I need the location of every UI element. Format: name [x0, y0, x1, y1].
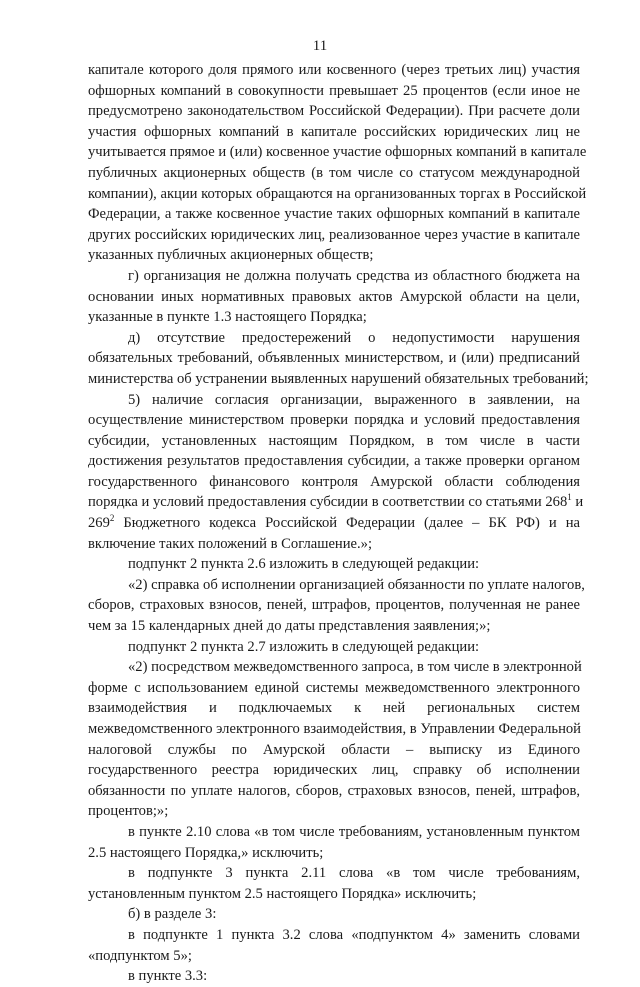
text-line-content: достижения результатов предоставления субсидии, а также проверки органом: [88, 453, 580, 470]
text-line: [88, 843, 580, 864]
text-line: [88, 266, 580, 287]
text-line: [88, 410, 580, 431]
text-line: [88, 678, 580, 699]
text-line-content: «2) посредством межведомственного запроса, в том числе в электронной: [128, 659, 582, 676]
text-line-tail: и: [571, 494, 584, 511]
text-line-content: других российских юридических лиц, реализованное через участие в капитале: [88, 226, 580, 243]
text-line: [88, 637, 580, 658]
text-line: [88, 801, 580, 822]
text-line-content: субсидии, установленных настоящим Порядком, в том числе в части: [88, 432, 580, 449]
text-line-content: г) организация не должна получать средства из областного бюджета на: [128, 267, 580, 284]
text-line: [88, 287, 580, 308]
text-line-content: процентов;»;: [88, 803, 169, 820]
text-line: [88, 492, 584, 513]
text-line-content: государственного финансового контроля Амурской области соблюдения: [88, 473, 580, 490]
text-line: [88, 451, 580, 472]
text-line: [88, 472, 580, 493]
text-line-content: обязательных требований, объявленных министерством, и (или) предписаний: [88, 350, 580, 367]
text-line: [88, 657, 580, 678]
text-line-content: установленным пунктом 2.5 настоящего Порядка» исключить;: [88, 885, 477, 902]
text-line: [88, 781, 580, 802]
superscript: 2: [109, 513, 115, 524]
text-line-content: предусмотрено законодательством Российской Федерации). При расчете доли: [88, 103, 580, 120]
text-line: [88, 760, 580, 781]
page-number: 11: [312, 38, 328, 54]
text-line-content: налоговой службы по Амурской области – выписку из Единого: [88, 741, 580, 758]
text-line-content: чем за 15 календарных дней до даты представления заявления;»;: [88, 618, 491, 635]
text-line: [88, 204, 580, 225]
text-line-content: порядка и условий предоставления субсидии в соответствии со статьями 268: [88, 494, 568, 511]
text-line-content: указанные в пункте 1.3 настоящего Порядка;: [88, 309, 367, 326]
text-line-content: 5) наличие согласия организации, выраженного в заявлении, на: [128, 391, 580, 408]
text-line-content: «подпунктом 5»;: [88, 947, 192, 964]
text-line: [88, 719, 580, 740]
text-line-content: подпункт 2 пункта 2.7 изложить в следующей редакции:: [128, 638, 480, 655]
text-line: [88, 101, 580, 122]
text-line-content: в пункте 3.3:: [128, 968, 208, 985]
text-line: [88, 348, 580, 369]
text-line: [88, 513, 580, 534]
text-line: [88, 122, 580, 143]
text-line-content: включение таких положений в Соглашение.»;: [88, 535, 373, 552]
text-line: [88, 904, 580, 925]
text-line: [88, 884, 580, 905]
text-line: [88, 390, 580, 411]
text-line: [88, 60, 580, 81]
text-line-content: подпункт 2 пункта 2.6 изложить в следующей редакции:: [128, 556, 480, 573]
text-line-content: в пункте 2.10 слова «в том числе требованиям, установленным пунктом: [128, 823, 580, 840]
document-body: [88, 60, 589, 987]
text-line-content: офшорных компаний в совокупности превышает 25 процентов (если иное не: [88, 82, 580, 99]
text-line: [88, 307, 580, 328]
text-line: [88, 245, 580, 266]
text-line-content: в подпункте 3 пункта 2.11 слова «в том числе требованиям,: [128, 865, 580, 882]
text-line-content: взаимодействия и подключаемых к ней региональных систем: [88, 700, 580, 717]
text-line: [88, 822, 580, 843]
text-line: [88, 966, 580, 987]
text-line: [88, 925, 580, 946]
text-line: [88, 575, 585, 596]
text-line-content: Федерации, а также косвенное участие таких офшорных компаний в капитале: [88, 206, 580, 223]
text-line: [88, 534, 580, 555]
text-line-content: обязанности по уплате налогов, сборов, страховых взносов, пеней, штрафов,: [88, 782, 580, 799]
text-line-content: капитале которого доля прямого или косвенного (через третьих лиц) участия: [88, 62, 580, 78]
text-line: [88, 431, 580, 452]
text-line-content: осуществление министерством проверки порядка и условий предоставления: [88, 412, 580, 429]
text-line: [88, 740, 580, 761]
text-line: [88, 225, 580, 246]
text-line: [88, 698, 580, 719]
text-line-content: в подпункте 1 пункта 3.2 слова «подпунктом 4» заменить словами: [128, 926, 580, 943]
text-line-content: межведомственного электронного взаимодействия, в Управлении Федеральной: [88, 721, 581, 737]
text-line: [88, 554, 580, 575]
text-line-content: учитывается прямое и (или) косвенное участие офшорных компаний в капитале: [88, 144, 587, 161]
text-line: [88, 81, 580, 102]
text-line-content: компании), акции которых обращаются на организованных торгах в Российской: [88, 185, 587, 202]
text-line-content: указанных публичных акционерных обществ;: [88, 247, 374, 264]
text-line-tail: Бюджетного кодекса Российской Федерации (далее – БК РФ) и на: [114, 515, 580, 532]
text-line: [88, 595, 580, 616]
text-line-content: государственного реестра юридических лиц, справку об исполнении: [88, 762, 580, 779]
text-line: [88, 184, 587, 205]
text-line-content: б) в разделе 3:: [128, 906, 217, 923]
text-line: [88, 142, 587, 163]
text-line-content: «2) справка об исполнении организацией обязанности по уплате налогов,: [128, 576, 585, 593]
text-line: [88, 328, 580, 349]
text-line-content: публичных акционерных обществ (в том числе со статусом международной: [88, 164, 580, 181]
superscript: 1: [567, 492, 572, 503]
text-line-content: министерства об устранении выявленных нарушений обязательных требований;: [88, 370, 589, 387]
text-line: [88, 863, 580, 884]
text-line: [88, 616, 580, 637]
text-line-content: основании иных нормативных правовых актов Амурской области на цели,: [88, 288, 580, 305]
text-line-content: 269: [88, 515, 110, 532]
text-line: [88, 946, 580, 967]
text-line: [88, 369, 589, 390]
text-line-content: д) отсутствие предостережений о недопустимости нарушения: [128, 329, 580, 346]
text-line-content: сборов, страховых взносов, пеней, штрафов, процентов, полученная не ранее: [88, 597, 580, 614]
text-line-content: 2.5 настоящего Порядка,» исключить;: [88, 844, 324, 861]
text-line: [88, 163, 580, 184]
text-line-content: форме с использованием единой системы межведомственного электронного: [88, 679, 580, 696]
text-line-content: участия офшорных компаний в капитале российских юридических лиц не: [88, 123, 580, 140]
